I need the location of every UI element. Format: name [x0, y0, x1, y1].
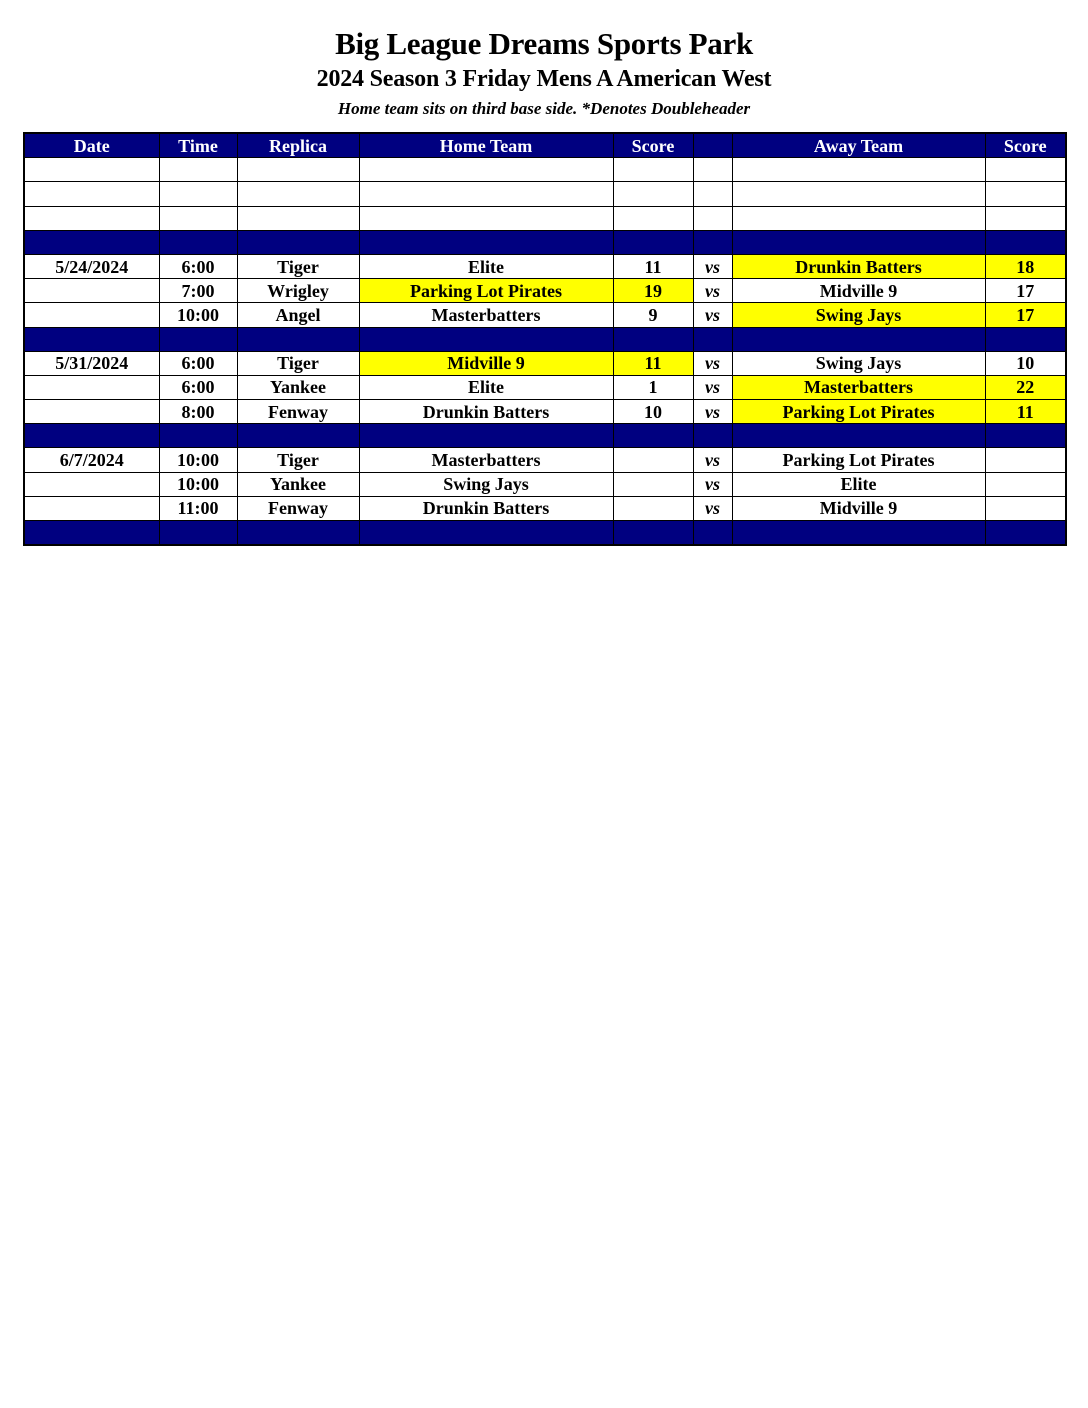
- cell-replica: [237, 182, 359, 206]
- cell-replica: [237, 158, 359, 182]
- separator-row: [24, 521, 1066, 546]
- cell-home-score: 11: [613, 351, 693, 375]
- cell-date: [24, 182, 159, 206]
- cell-vs: [693, 230, 732, 254]
- cell-date: 6/7/2024: [24, 448, 159, 472]
- cell-date: [24, 303, 159, 327]
- separator-row: [24, 327, 1066, 351]
- cell-away-score: [985, 158, 1066, 182]
- cell-date: [24, 400, 159, 424]
- cell-home-team: [359, 206, 613, 230]
- cell-away-score: [985, 521, 1066, 546]
- cell-away-score: [985, 496, 1066, 520]
- cell-date: [24, 496, 159, 520]
- cell-vs: vs: [693, 303, 732, 327]
- cell-away-team: [732, 206, 985, 230]
- cell-home-score: [613, 496, 693, 520]
- cell-away-team: [732, 521, 985, 546]
- cell-away-score: [985, 182, 1066, 206]
- cell-replica: [237, 521, 359, 546]
- cell-replica: Yankee: [237, 472, 359, 496]
- cell-home-team: [359, 521, 613, 546]
- cell-home-score: 1: [613, 375, 693, 399]
- cell-replica: Tiger: [237, 448, 359, 472]
- cell-replica: Fenway: [237, 400, 359, 424]
- cell-replica: [237, 206, 359, 230]
- cell-time: 6:00: [159, 254, 237, 278]
- col-header-date: Date: [24, 133, 159, 158]
- cell-home-score: 9: [613, 303, 693, 327]
- cell-away-team: [732, 424, 985, 448]
- cell-home-score: [613, 424, 693, 448]
- table-header-row: [24, 133, 1066, 158]
- cell-time: [159, 158, 237, 182]
- cell-time: 10:00: [159, 448, 237, 472]
- cell-vs: vs: [693, 375, 732, 399]
- cell-vs: vs: [693, 400, 732, 424]
- cell-home-team: Parking Lot Pirates: [359, 279, 613, 303]
- cell-away-score: [985, 327, 1066, 351]
- cell-home-team: [359, 424, 613, 448]
- cell-date: [24, 521, 159, 546]
- cell-away-score: [985, 448, 1066, 472]
- cell-time: [159, 206, 237, 230]
- empty-row: [24, 158, 1066, 182]
- cell-home-score: 11: [613, 254, 693, 278]
- page-subtitle: 2024 Season 3 Friday Mens A American West: [316, 66, 772, 92]
- separator-row: [24, 424, 1066, 448]
- page-header: [0, 0, 1088, 120]
- game-row: [24, 254, 1066, 278]
- cell-date: [24, 206, 159, 230]
- cell-time: [159, 182, 237, 206]
- cell-date: [24, 375, 159, 399]
- cell-home-score: [613, 230, 693, 254]
- cell-replica: Angel: [237, 303, 359, 327]
- cell-home-team: Swing Jays: [359, 472, 613, 496]
- cell-away-score: 22: [985, 375, 1066, 399]
- empty-row: [24, 206, 1066, 230]
- cell-date: [24, 424, 159, 448]
- cell-date: [24, 472, 159, 496]
- col-header-time: Time: [159, 133, 237, 158]
- cell-home-team: Elite: [359, 375, 613, 399]
- cell-home-score: [613, 448, 693, 472]
- cell-time: 6:00: [159, 351, 237, 375]
- cell-home-score: [613, 206, 693, 230]
- schedule-table: [23, 132, 1067, 546]
- cell-away-team: Masterbatters: [732, 375, 985, 399]
- cell-vs: vs: [693, 472, 732, 496]
- cell-away-team: [732, 327, 985, 351]
- cell-away-team: Parking Lot Pirates: [732, 448, 985, 472]
- separator-row: [24, 230, 1066, 254]
- cell-replica: Fenway: [237, 496, 359, 520]
- cell-replica: Yankee: [237, 375, 359, 399]
- cell-away-team: [732, 158, 985, 182]
- page-note: Home team sits on third base side. *Denotes Doubleheader: [337, 99, 751, 118]
- cell-away-score: 17: [985, 303, 1066, 327]
- col-header-away-team: Away Team: [732, 133, 985, 158]
- cell-time: 6:00: [159, 375, 237, 399]
- cell-date: 5/31/2024: [24, 351, 159, 375]
- cell-home-score: [613, 521, 693, 546]
- game-row: [24, 351, 1066, 375]
- cell-time: [159, 327, 237, 351]
- cell-away-score: 11: [985, 400, 1066, 424]
- cell-vs: [693, 424, 732, 448]
- col-header-home-score: Score: [613, 133, 693, 158]
- cell-away-score: 17: [985, 279, 1066, 303]
- cell-vs: vs: [693, 279, 732, 303]
- cell-time: [159, 424, 237, 448]
- cell-vs: [693, 158, 732, 182]
- game-row: [24, 375, 1066, 399]
- page-title: Big League Dreams Sports Park: [335, 26, 753, 61]
- col-header-home-team: Home Team: [359, 133, 613, 158]
- cell-time: 11:00: [159, 496, 237, 520]
- cell-date: [24, 230, 159, 254]
- cell-home-team: [359, 230, 613, 254]
- cell-home-score: [613, 182, 693, 206]
- cell-replica: Tiger: [237, 254, 359, 278]
- cell-vs: vs: [693, 254, 732, 278]
- schedule-body: [24, 158, 1066, 546]
- cell-away-score: [985, 472, 1066, 496]
- cell-vs: vs: [693, 448, 732, 472]
- cell-away-team: Midville 9: [732, 496, 985, 520]
- cell-date: [24, 279, 159, 303]
- cell-replica: Wrigley: [237, 279, 359, 303]
- cell-home-score: [613, 327, 693, 351]
- cell-vs: [693, 206, 732, 230]
- cell-time: 7:00: [159, 279, 237, 303]
- cell-away-team: [732, 230, 985, 254]
- cell-date: [24, 327, 159, 351]
- game-row: [24, 472, 1066, 496]
- cell-vs: [693, 521, 732, 546]
- col-header-vs: [693, 133, 732, 158]
- game-row: [24, 400, 1066, 424]
- cell-home-team: [359, 327, 613, 351]
- cell-away-team: [732, 182, 985, 206]
- cell-vs: vs: [693, 496, 732, 520]
- cell-home-team: [359, 158, 613, 182]
- cell-replica: Tiger: [237, 351, 359, 375]
- cell-vs: vs: [693, 351, 732, 375]
- cell-replica: [237, 230, 359, 254]
- cell-away-team: Parking Lot Pirates: [732, 400, 985, 424]
- cell-home-team: Drunkin Batters: [359, 400, 613, 424]
- cell-away-score: [985, 206, 1066, 230]
- cell-replica: [237, 327, 359, 351]
- cell-replica: [237, 424, 359, 448]
- cell-time: [159, 521, 237, 546]
- game-row: [24, 496, 1066, 520]
- cell-away-team: Swing Jays: [732, 351, 985, 375]
- empty-row: [24, 182, 1066, 206]
- cell-time: 10:00: [159, 472, 237, 496]
- cell-away-score: 18: [985, 254, 1066, 278]
- cell-home-team: Elite: [359, 254, 613, 278]
- col-header-away-score: Score: [985, 133, 1066, 158]
- cell-home-score: 19: [613, 279, 693, 303]
- cell-vs: [693, 327, 732, 351]
- game-row: [24, 303, 1066, 327]
- cell-away-score: 10: [985, 351, 1066, 375]
- cell-away-team: Midville 9: [732, 279, 985, 303]
- cell-away-score: [985, 424, 1066, 448]
- cell-home-team: Masterbatters: [359, 448, 613, 472]
- col-header-replica: Replica: [237, 133, 359, 158]
- game-row: [24, 279, 1066, 303]
- cell-home-team: [359, 182, 613, 206]
- cell-date: [24, 158, 159, 182]
- cell-home-score: 10: [613, 400, 693, 424]
- cell-date: 5/24/2024: [24, 254, 159, 278]
- cell-time: 8:00: [159, 400, 237, 424]
- cell-away-team: Drunkin Batters: [732, 254, 985, 278]
- cell-home-team: Midville 9: [359, 351, 613, 375]
- cell-time: 10:00: [159, 303, 237, 327]
- cell-away-team: Elite: [732, 472, 985, 496]
- cell-vs: [693, 182, 732, 206]
- cell-home-score: [613, 158, 693, 182]
- cell-home-team: Drunkin Batters: [359, 496, 613, 520]
- cell-time: [159, 230, 237, 254]
- cell-home-score: [613, 472, 693, 496]
- cell-away-team: Swing Jays: [732, 303, 985, 327]
- game-row: [24, 448, 1066, 472]
- cell-home-team: Masterbatters: [359, 303, 613, 327]
- cell-away-score: [985, 230, 1066, 254]
